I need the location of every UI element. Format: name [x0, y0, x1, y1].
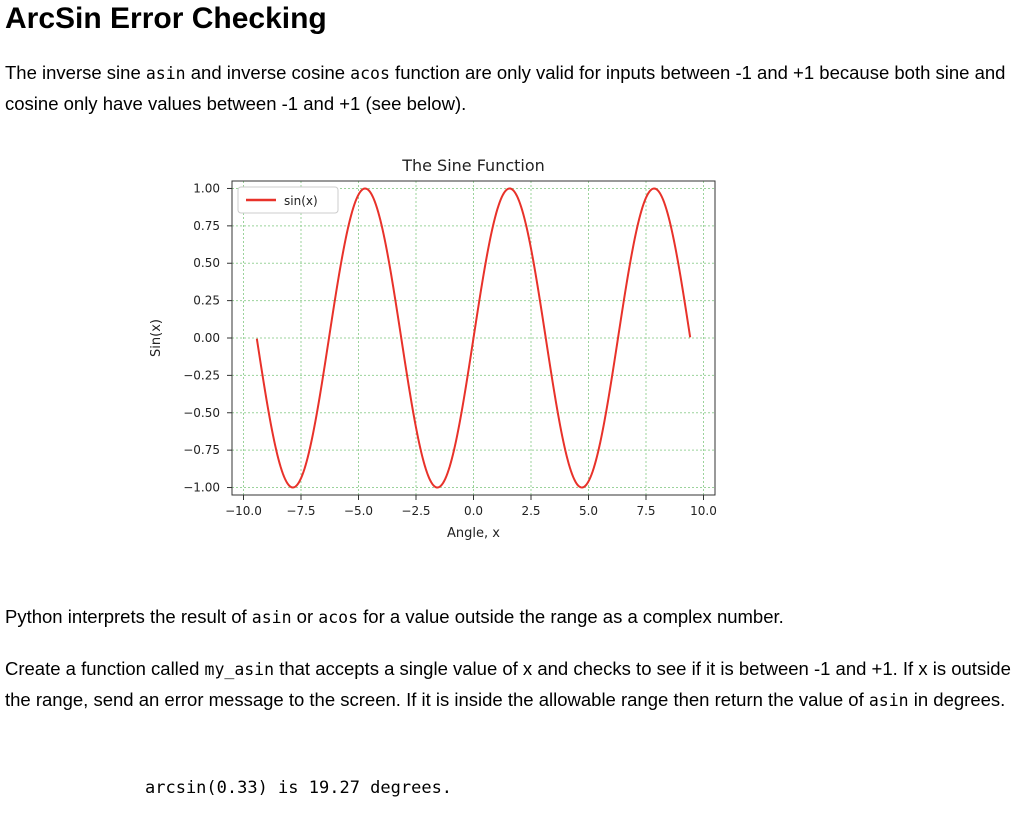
inline-code: acos — [350, 64, 390, 83]
y-tick-label: 0.00 — [193, 331, 220, 345]
text: or — [291, 606, 319, 627]
y-tick-label: −1.00 — [183, 480, 220, 495]
inline-code: asin — [868, 691, 909, 710]
complex-note-paragraph — [5, 602, 1015, 633]
legend-label: sin(x) — [284, 194, 318, 208]
x-tick-label: 0.0 — [463, 504, 484, 518]
text: and inverse cosine — [185, 62, 351, 83]
y-tick-label: 0.50 — [193, 256, 220, 271]
example-output: arcsin(0.33) is 19.27 degrees. — [145, 778, 453, 798]
text: that accepts a single value of x and checks to see if it is between -1 and +1. If x is outside the range, send an error message to the screen. If it is inside the allowable range then return the value of — [5, 658, 1011, 710]
text: function are only valid for inputs between -1 and +1 because both sine and cosine only have values between -1 and +1 (see below). — [5, 62, 1006, 114]
x-tick-label: −7.5 — [286, 504, 316, 518]
y-tick-label: 0.75 — [193, 218, 220, 233]
intro-paragraph — [5, 58, 1015, 119]
y-axis-label: Sin(x) — [149, 319, 164, 357]
inline-code: my_asin — [204, 660, 275, 679]
y-tick-label: −0.25 — [183, 368, 220, 383]
y-tick-label: −0.50 — [183, 405, 220, 420]
y-tick-label: 1.00 — [193, 181, 220, 196]
x-axis-label: Angle, x — [447, 526, 500, 541]
text: Create a function called — [5, 658, 205, 679]
x-tick-label: 2.5 — [521, 504, 541, 518]
x-tick-label: −2.5 — [401, 504, 431, 518]
y-tick-label: −0.75 — [183, 443, 220, 458]
inline-code: acos — [318, 608, 359, 627]
text: for a value outside the range as a complex number. — [358, 606, 784, 627]
page-title: ArcSin Error Checking — [5, 2, 327, 35]
text: Python interprets the result of — [5, 606, 252, 627]
x-tick-label: −10.0 — [225, 504, 262, 518]
x-tick-label: −5.0 — [343, 504, 374, 518]
chart-title: The Sine Function — [402, 156, 545, 175]
sine-chart — [140, 145, 740, 555]
y-tick-label: 0.25 — [193, 293, 220, 308]
inline-code: asin — [251, 608, 292, 627]
x-tick-label: 5.0 — [578, 504, 599, 518]
inline-code: asin — [145, 64, 186, 83]
x-tick-label: 7.5 — [636, 504, 656, 518]
text: The inverse sine — [5, 62, 146, 83]
task-paragraph — [5, 654, 1015, 716]
text: in degrees. — [908, 689, 1006, 710]
x-tick-label: 10.0 — [690, 504, 717, 518]
